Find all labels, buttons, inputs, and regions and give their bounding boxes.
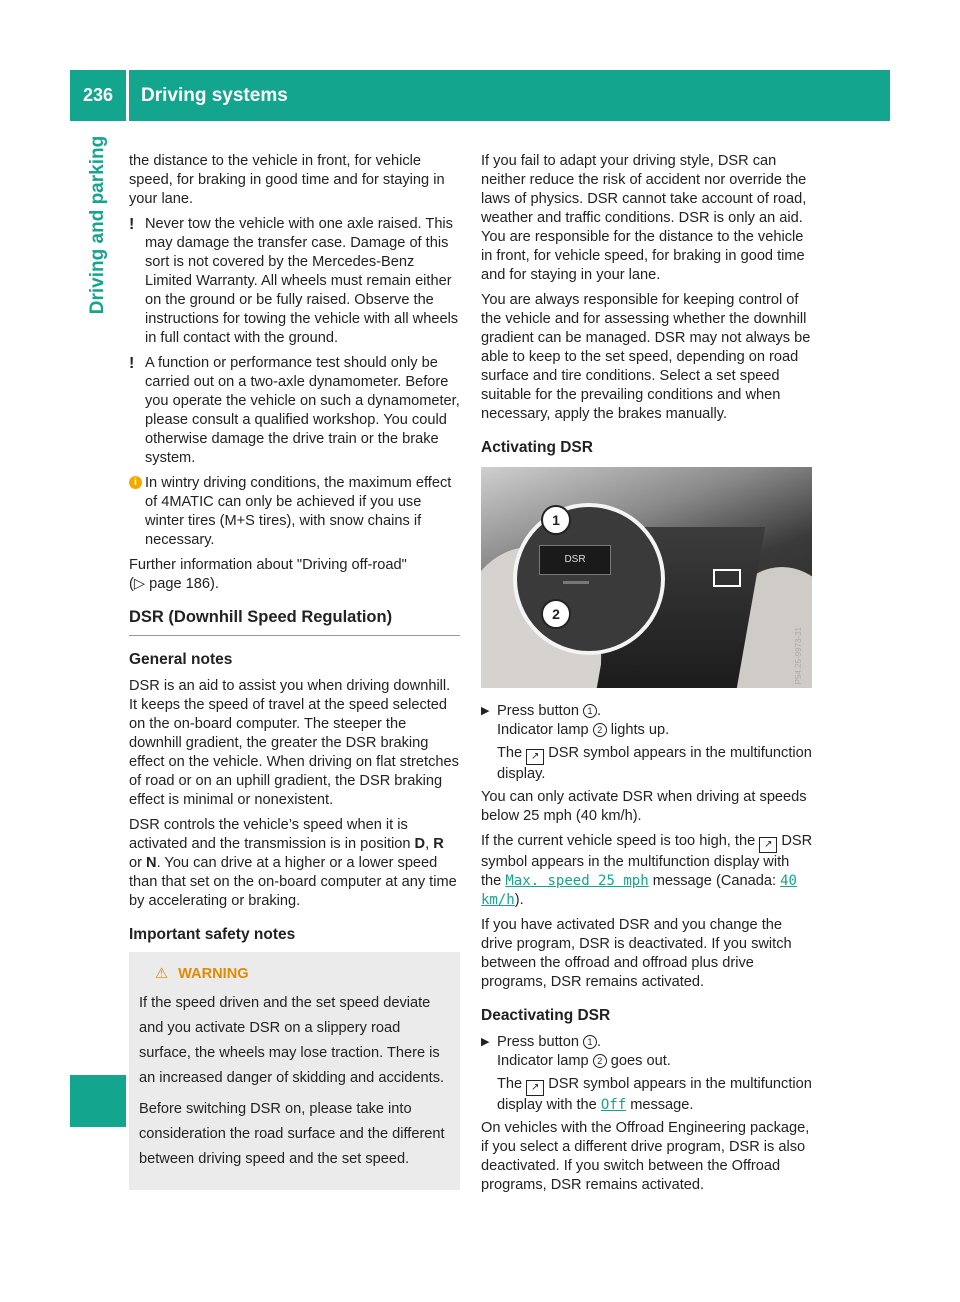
heading-safety-notes: Important safety notes [129, 926, 296, 943]
heading-deactivating-dsr: Deactivating DSR [481, 1007, 611, 1024]
warning-box [129, 952, 460, 1190]
text: The [497, 745, 527, 761]
step-item [481, 702, 813, 784]
text: message (Canada: [648, 873, 781, 889]
text: Indicator lamp [497, 1053, 593, 1069]
circled-2-icon: 2 [593, 723, 607, 737]
text: Press button [497, 1034, 583, 1050]
gear-r: R [433, 836, 444, 852]
heading-general-notes: General notes [129, 651, 233, 668]
side-tab-label-wrap [70, 125, 126, 325]
notice-text: Never tow the vehicle with one axle raised. This may damage the transfer case. Damage of this sort is not covered by the Mercedes-Benz Limited Warranty. All wheels must remain either on the ground or be fully raised. Observe the instructions for towing the vehicle with all wheels in full contact with the ground. [145, 216, 459, 346]
dsr-symbol-icon: ↗ [526, 749, 544, 765]
page-reference-link[interactable]: (▷ page 186). [129, 576, 219, 592]
heading-dsr: DSR (Downhill Speed Regulation) [129, 608, 460, 636]
text: . You can drive at a higher or a lower speed than that set on the on-board computer at any time by accelerating or braking. [129, 855, 457, 909]
step-detail [497, 744, 813, 784]
info-icon: i [129, 476, 142, 489]
dsr-button-photo [481, 467, 812, 688]
paragraph [481, 832, 813, 910]
paragraph: DSR is an aid to assist you when driving downhill. It keeps the speed of travel at the speed selected on the on-board computer. The steeper the downhill gradient, the greater the DSR braking effect on the vehicle. When driving on flat stretches of road or on an uphill gradient, the DSR braking effect is minimal or nonexistent. [129, 678, 459, 808]
side-tab [70, 125, 126, 1125]
notice-icon: ! [129, 355, 135, 372]
warning-label: WARNING [178, 966, 249, 982]
text: , [425, 836, 434, 852]
header-divider [126, 70, 129, 121]
warning-text: If the speed driven and the set speed deviate and you activate DSR on a slippery road surface, the wheels may lose traction. There is an increased danger of skidding and accidents. [139, 995, 445, 1086]
step-item [481, 1033, 813, 1115]
paragraph: You are always responsible for keeping control of the vehicle and for assessing whether the downhill gradient can be managed. DSR may not always be able to keep to the set speed, depending on road surface and tire conditions. Select a set speed suitable for the prevailing conditions and when necessary, apply the brakes manually. [481, 292, 811, 422]
page-number: 236 [82, 85, 114, 105]
text: If the current vehicle speed is too high, the [481, 833, 760, 849]
notice-text: A function or performance test should only be carried out on a two-axle dynamometer. Before you operate the vehicle on such a dynamometer, please consult a qualified workshop. You could otherwise damage the drive train or the brake system. [145, 355, 460, 466]
notice-item [129, 354, 460, 468]
text: . [597, 703, 602, 719]
further-info-text: Further information about "Driving off-road" [129, 557, 407, 573]
paragraph [129, 816, 460, 911]
dsr-symbol-icon: ↗ [759, 837, 777, 853]
text: DSR symbol appears in the multifunction display with the [497, 1076, 812, 1113]
photo-id: P54.25-9973-31 [794, 626, 803, 684]
warning-text: Before switching DSR on, please take into consideration the road surface and the different between driving speed and the set speed. [139, 1101, 445, 1167]
text: Press button [497, 703, 583, 719]
left-column [129, 152, 460, 1190]
text: DSR symbol appears in the multifunction display. [497, 745, 812, 782]
circled-1-icon: 1 [583, 1035, 597, 1049]
display-message: 40 km/h [481, 873, 797, 908]
text: . [597, 1034, 602, 1050]
warning-title [155, 962, 450, 987]
paragraph: If you have activated DSR and you change the drive program, DSR is deactivated. If you switch between the offroad and offroad plus drive programs, DSR remains activated. [481, 917, 792, 990]
info-item [129, 474, 460, 550]
circled-2-icon: 2 [593, 1054, 607, 1068]
dsr-button-closeup: DSR [539, 545, 611, 575]
heading-activating-dsr: Activating DSR [481, 439, 593, 456]
further-info [129, 556, 460, 594]
text: lights up. [606, 722, 670, 738]
paragraph: the distance to the vehicle in front, for vehicle speed, for braking in good time and for staying in your lane. [129, 153, 445, 207]
gear-d: D [414, 836, 426, 852]
indicator-lamp [563, 581, 589, 584]
text: ). [514, 892, 524, 908]
section-title: Driving systems [141, 84, 288, 106]
text: The [497, 1076, 527, 1092]
dsr-button-location [713, 569, 741, 587]
side-tab-label: Driving and parking [87, 135, 108, 315]
text: Indicator lamp [497, 722, 593, 738]
display-message: Off [600, 1097, 627, 1113]
paragraph: If you fail to adapt your driving style, DSR can neither reduce the risk of accident nor override the laws of physics. DSR cannot take account of road, weather and traffic conditions. DSR is only an aid. You are responsible for the distance to the vehicle in front, for vehicle speed, for braking in good time and for staying in your lane. [481, 153, 807, 283]
info-text: In wintry driving conditions, the maximum effect of 4MATIC can only be achieved if you use winter tires (M+S tires), with snow chains if necessary. [145, 475, 452, 548]
arrow-icon: ▶ [481, 705, 490, 717]
notice-item [129, 215, 460, 348]
text: DSR controls the vehicle’s speed when it is activated and the transmission is in position [129, 817, 415, 852]
dsr-symbol-icon: ↗ [526, 1080, 544, 1096]
text: DSR symbol appears in the multifunction display with the [481, 833, 813, 889]
warning-triangle-icon: ⚠ [155, 966, 169, 982]
right-column [481, 152, 813, 1201]
paragraph: You can only activate DSR when driving at speeds below 25 mph (40 km/h). [481, 789, 807, 824]
notice-icon: ! [129, 216, 135, 233]
callout-1: 1 [541, 505, 571, 535]
paragraph: On vehicles with the Offroad Engineering package, if you select a different drive program, DSR is also deactivated. If you switch between the Offroad programs, DSR remains activated. [481, 1120, 810, 1193]
callout-2: 2 [541, 599, 571, 629]
display-message: Max. speed 25 mph [505, 873, 649, 889]
zoom-circle [513, 503, 665, 655]
gear-n: N [146, 855, 157, 871]
text: message. [626, 1097, 694, 1113]
text: goes out. [606, 1053, 671, 1069]
circled-1-icon: 1 [583, 704, 597, 718]
text: or [129, 855, 147, 871]
arrow-icon: ▶ [481, 1036, 490, 1048]
step-detail [497, 1075, 813, 1115]
side-tab-block [70, 1075, 126, 1127]
